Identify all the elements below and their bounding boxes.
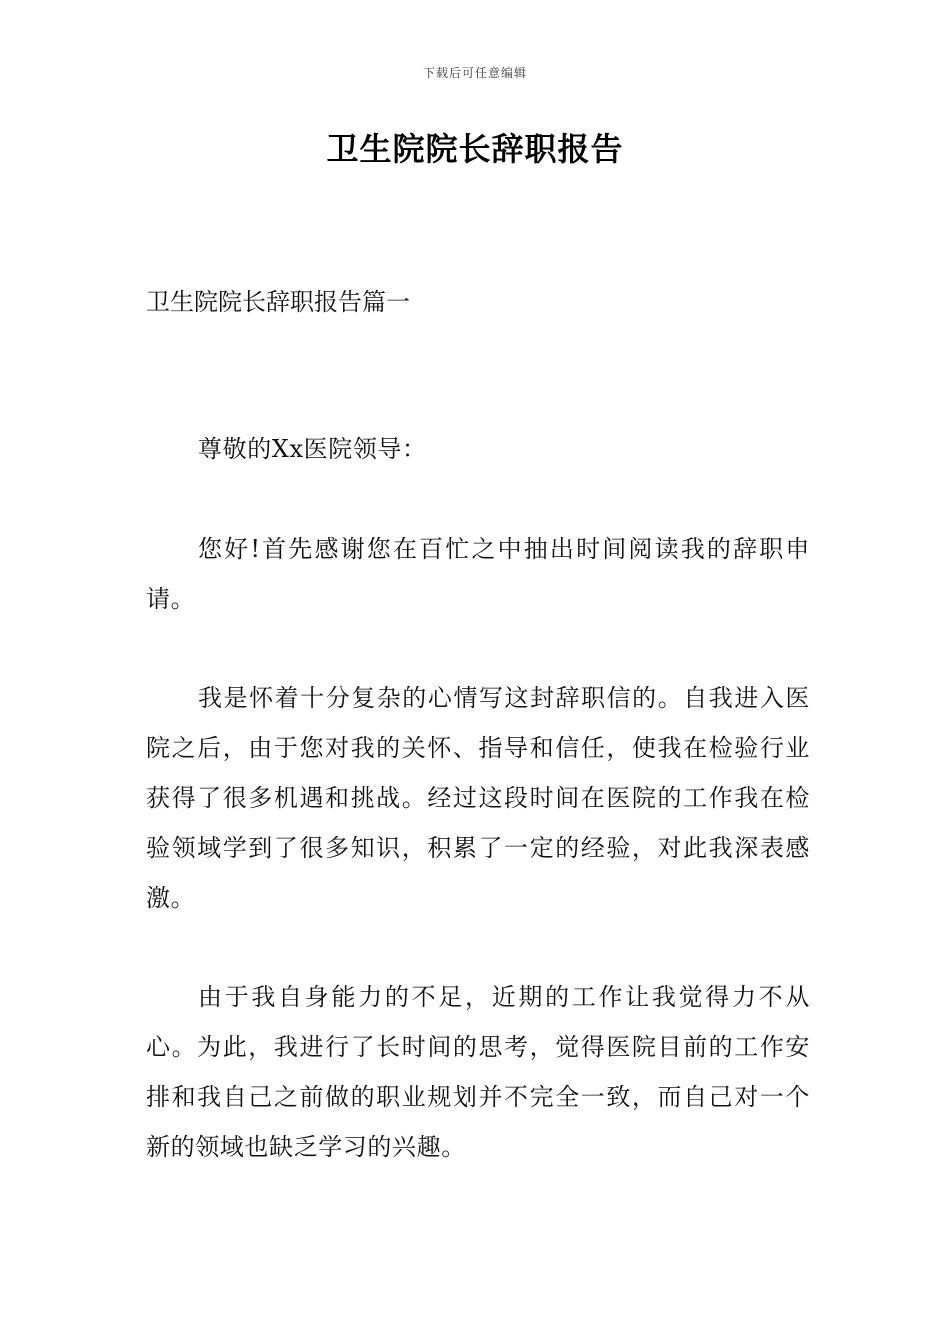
body-paragraph-1: 我是怀着十分复杂的心情写这封辞职信的。自我进入医院之后，由于您对我的关怀、指导和信任，使我在检验行业获得了很多机遇和挑战。经过这段时间在医院的工作我在检验领域学到了很多知识，积累了一定的经验，对此我深表感激。 (146, 684, 810, 912)
document-title: 卫生院院长辞职报告 (326, 130, 624, 168)
body-paragraph-2: 由于我自身能力的不足，近期的工作让我觉得力不从心。为此，我进行了长时间的思考，觉得医院目前的工作安排和我自己之前做的职业规划并不完全一致，而自己对一个新的领域也缺乏学习的兴趣。 (146, 983, 810, 1161)
greeting-paragraph: 您好!首先感谢您在百忙之中抽出时间阅读我的辞职申请。 (146, 535, 810, 613)
salutation-paragraph: 尊敬的Xx医院领导： (198, 435, 427, 463)
header-note: 下载后可任意编辑 (422, 66, 527, 80)
section-title: 卫生院院长辞职报告篇一 (146, 288, 410, 316)
